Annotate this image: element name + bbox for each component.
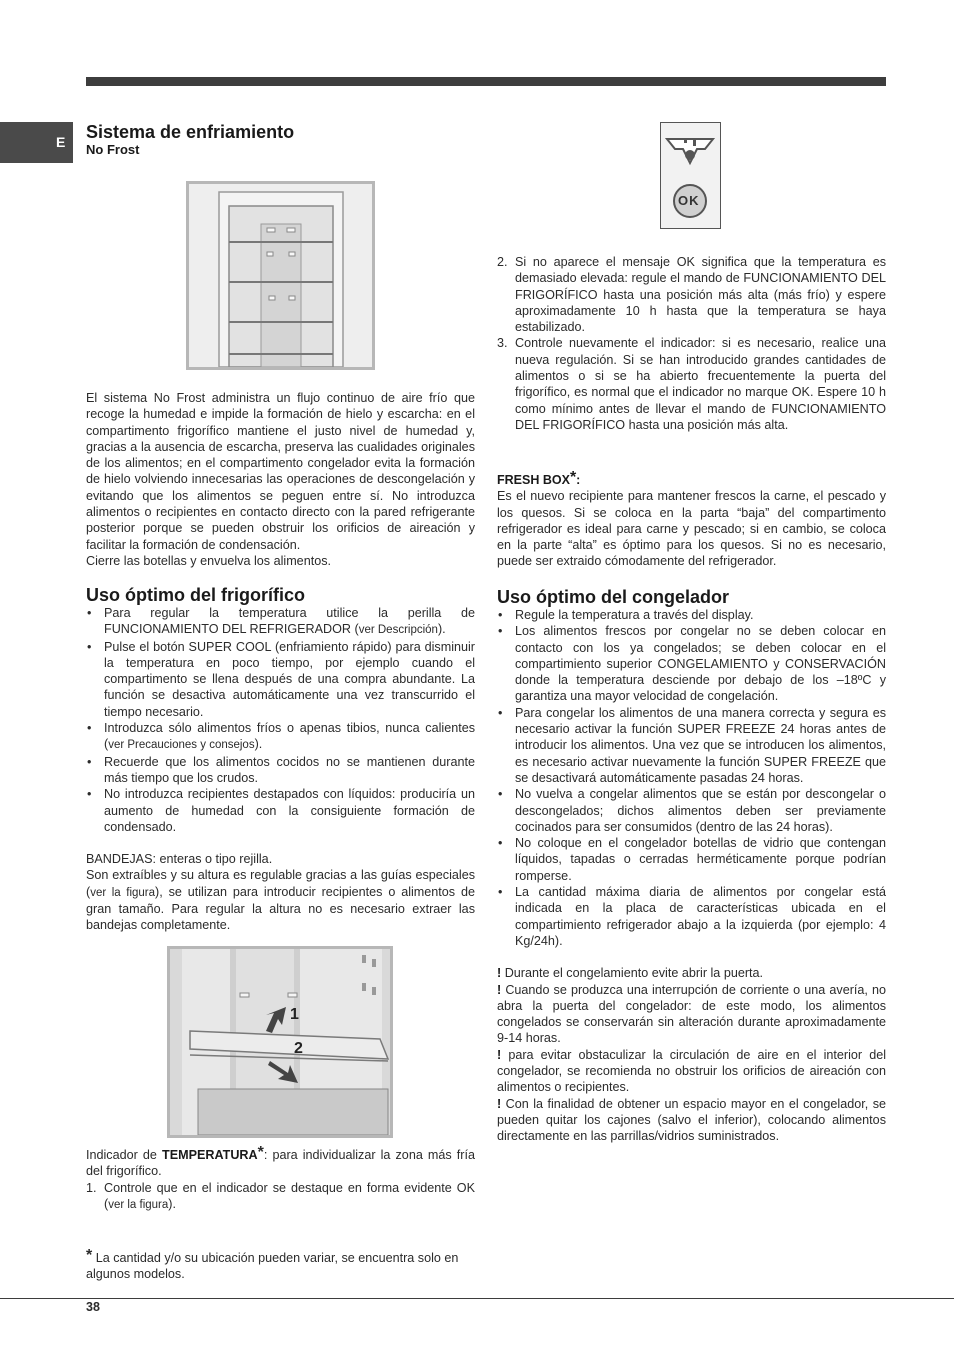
bullet-icon: • [498, 885, 503, 900]
warning-item: ! Cuando se produzca una interrupción de corriente o una avería, no abra la puerta del congelador: de este modo, los alimentos congelados se conservarán sin alteración durante aproximadamente 9-14 horas. [497, 982, 887, 1046]
bullet-icon: • [498, 624, 503, 639]
list-item: 2. Si no aparece el mensaje OK significa que la temperatura es demasiado elevada: regule el mando de FUNCIONAMIENTO DEL FRIGORÍFICO hasta una posición más alta (más frío) y espere aproximadamente 10 h hasta que la temperatura se haya estabilizado. [497, 255, 886, 335]
list-item: • Recuerde que los alimentos cocidos no se mantienen durante más tiempo que los crudos. [87, 754, 475, 785]
fridge-usage-list [86, 605, 475, 835]
no-frost-description [86, 390, 475, 569]
list-item: • No introduzca recipientes destapados con líquidos: produciría un aumento de humedad con la consiguiente formación de condensado. [87, 787, 475, 834]
footnote: * La cantidad y/o su ubicación pueden variar, se encuentra solo en algunos modelos. [86, 1247, 459, 1282]
section-title-cooling: Sistema de enfriamiento [86, 122, 295, 142]
cross-reference: ver la figura [90, 886, 156, 899]
indicator-steps [86, 1180, 475, 1214]
arrow-label-2: 2 [294, 1040, 303, 1057]
warning-item: ! para evitar obstaculizar la circulación de aire en el interior del congelador, se recomienda no obstruir los orificios de aireación con alimentos o recipientes. [497, 1047, 886, 1095]
bullet-icon: • [87, 754, 92, 769]
indicator-illustration [661, 123, 720, 228]
list-item: • Para regular la temperatura utilice la perilla de FUNCIONAMIENTO DEL REFRIGERADOR (ver Descripción). [87, 606, 475, 637]
page-number: 38 [86, 1300, 100, 1314]
section-title-freezer-usage: Uso óptimo del congelador [497, 587, 730, 607]
arrow-label-1: 1 [290, 1006, 299, 1023]
section-title-fridge-usage: Uso óptimo del frigorífico [86, 585, 305, 605]
bullet-icon: • [87, 721, 92, 736]
no-frost-paragraph: El sistema No Frost administra un flujo continuo de aire frío que recoge la humedad e impide la formación de hielo y escarcha: en el compartimento frigorífico mantiene el justo nivel de humedad y, gracias a la ausencia de escarcha, preserva las cualidades originales de los alimentos; en el compartimento congelador evita la formación de hielo volviendo innecesarias las operaciones de descongelación y evitando que los alimentos se peguen entre sí. No introduzca alimentos o recipientes en contacto directo con la pared refrigerante posterior porque se pueden obstruir los orificios de aireación y facilitar la formación de condensación. [86, 391, 475, 552]
freezer-usage-list [497, 607, 886, 949]
cross-reference: ver Descripción [358, 624, 438, 637]
fresh-box-text: Es el nuevo recipiente para mantener frescos la carne, el pescado y los quesos. Si se coloca en la parta “baja” del compartimento refrigerador es ideal para carne y pescado; si en cambio, se coloca en la parte “alta” es óptimo para los quesos. Si no es necesario, puede ser extraido cómodamente del refrigerador. [497, 489, 886, 569]
indicator-intro: Indicador de TEMPERATURA*: para individualizar la zona más fría del frigorífico. [86, 1144, 475, 1179]
list-item: • La cantidad máxima diaria de alimentos por congelar está indicada en la placa de características ubicada en el compartimiento refrigerador abajo a la izquierda (por ejemplo: 4 Kg/24h). [498, 885, 886, 948]
footer-rule [0, 1298, 954, 1299]
shelf-adjustment-illustration [170, 949, 390, 1135]
bullet-icon: • [498, 705, 503, 720]
temperature-indicator-section [86, 1145, 475, 1213]
list-item: 1. Controle que en el indicador se destaque en forma evidente OK (ver la figura). [86, 1180, 475, 1211]
bullet-icon: • [87, 787, 92, 802]
list-item: • Pulse el botón SUPER COOL (enfriamiento rápido) para disminuir la temperatura en poco tiempo, por ejemplo cuando el compartimento se llena después de una compra abundante. La función se desactiva automáticamente una vez transcurrido el tiempo necesario. [87, 639, 475, 719]
fridge-interior-figure [186, 181, 375, 370]
list-item: 3. Controle nuevamente el indicador: si es necesario, realice una nueva regulación. Si se han introducido grandes cantidades de alimentos o si se ha abierto frecuentemente la puerta del frigorífico, es normal que el indicador no marque OK. Espere 10 h como mínimo antes de llevar el mando de FUNCIONAMIENTO DEL FRIGORÍFICO hasta una posición más alta. [497, 336, 886, 432]
section-no-frost-heading [86, 122, 475, 158]
section-subtitle-no-frost: No Frost [86, 142, 140, 157]
temperature-indicator-figure [660, 122, 721, 229]
list-item: • No coloque en el congelador botellas de vidrio que contengan líquidos, tapadas o cerradas herméticamente porque podrían romperse. [498, 836, 886, 883]
fridge-shelves-illustration [189, 184, 372, 367]
warning-item: ! Con la finalidad de obtener un espacio mayor en el congelador, se pueden quitar los cajones (salvo el inferior), colocando alimentos directamente en las parrillas/vidrios suministrados. [497, 1096, 886, 1144]
shelf-adjustment-figure [167, 946, 393, 1138]
bullet-icon: • [498, 608, 503, 622]
indicator-steps-continued [497, 254, 886, 433]
list-item: • Los alimentos frescos por congelar no se deben colocar en contacto con los ya congelados; se deben colocar en el compartimiento superior CONGELAMIENTO y CONSERVACIÓN donde la temperatura desciende por debajo de los –18ºC y garantiza una mayor velocidad de congelación. [498, 624, 886, 704]
list-item: • Introduzca sólo alimentos fríos o apenas tibios, nunca calientes (ver Precauciones y consejos). [87, 721, 475, 752]
shelves-title: BANDEJAS: enteras o tipo rejilla. [86, 852, 273, 867]
header-rule [86, 77, 886, 86]
section-freezer-usage [497, 587, 886, 1145]
fresh-box-section [497, 470, 886, 570]
bullet-icon: • [87, 639, 92, 654]
shelves-description: Son extraíbles y su altura es regulable gracias a las guías especiales (ver la figura), se utilizan para introducir recipientes o alimentos de gran tamaño. Para regular la altura no es necesario extraer las bandejas completamente. [86, 868, 475, 933]
warning-item: ! Durante el congelamiento evite abrir la puerta. [497, 966, 764, 981]
ok-label: OK [678, 193, 700, 208]
fresh-box-title: FRESH BOX*: [497, 469, 581, 487]
language-tab-label: E [56, 134, 66, 150]
cross-reference: ver Precauciones y consejos [108, 739, 255, 752]
bullet-icon: • [87, 606, 92, 620]
list-item: • No vuelva a congelar alimentos que se están por descongelar o descongelados; dichos alimentos deben ser previamente cocinados para ser consumidos (dentro de las 24 horas). [498, 787, 886, 834]
bullet-icon: • [498, 787, 503, 802]
language-tab [0, 122, 73, 163]
bullet-icon: • [498, 836, 503, 851]
no-frost-paragraph-2: Cierre las botellas y envuelva los alimentos. [86, 553, 331, 568]
section-fridge-usage [86, 585, 475, 934]
cross-reference: ver la figura [108, 1198, 169, 1211]
list-item: • Regule la temperatura a través del display. [498, 608, 754, 622]
list-item: • Para congelar los alimentos de una manera correcta y segura es necesario activar la función SUPER FREEZE 24 horas antes de introducir los alimentos. Una vez que se introducen los alimentos, es necesario activar nuevamente la función SUPER FREEZE que se desactivará automáticamente pasadas 24 horas. [498, 705, 886, 785]
